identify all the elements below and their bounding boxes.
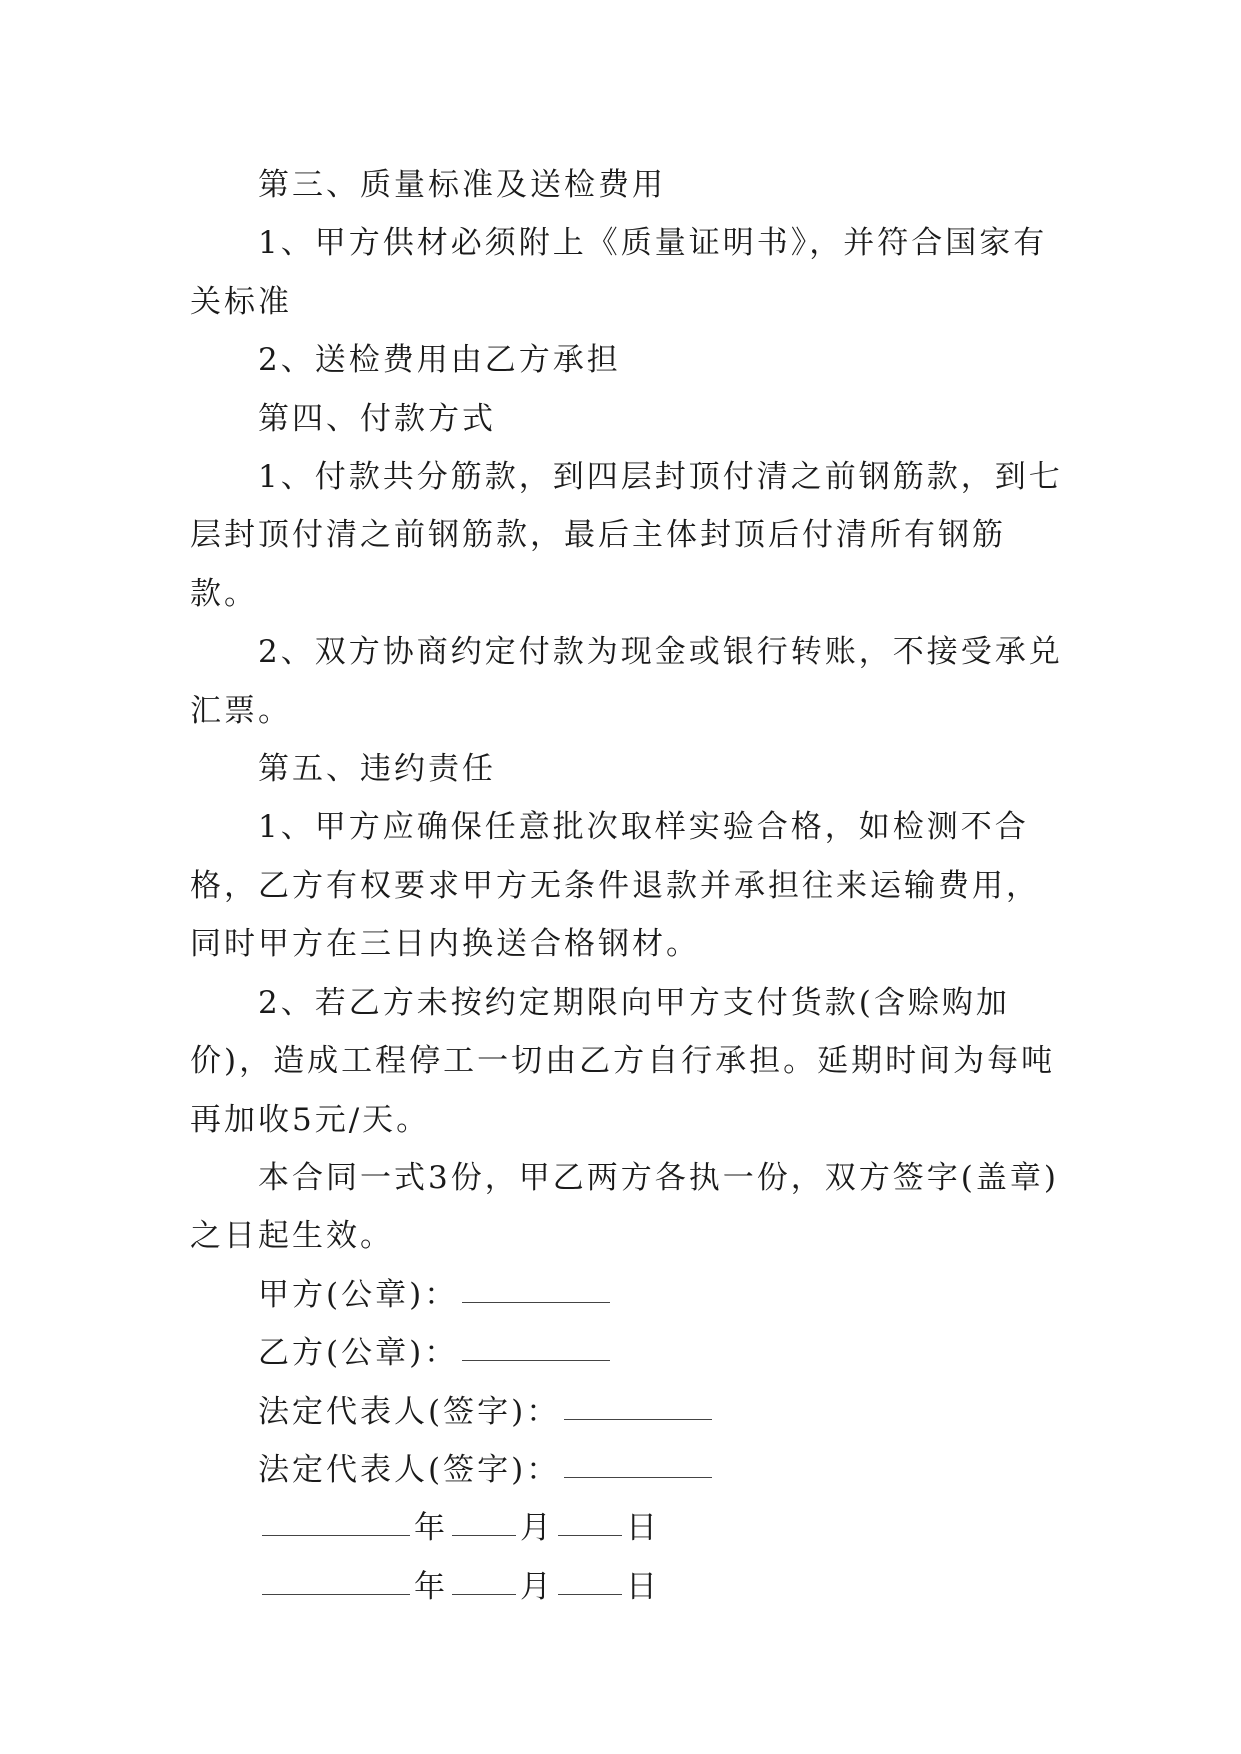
day-label: 日	[626, 1510, 660, 1547]
date-line-2	[190, 1558, 1070, 1616]
year-label: 年	[414, 1510, 448, 1547]
year-blank	[262, 1534, 410, 1536]
signature-blank	[564, 1418, 712, 1420]
month-blank	[452, 1534, 516, 1536]
signature-line-rep-2	[190, 1441, 1070, 1499]
signature-label: 甲方(公章)：	[258, 1276, 459, 1313]
contract-copies-clause: 本合同一式3份，甲乙两方各执一份，双方签字(盖章)之日起生效。	[190, 1159, 1059, 1255]
section-heading-quality: 第三、质量标准及送检费用	[258, 167, 666, 203]
date-line-1	[190, 1499, 1070, 1557]
signature-blank	[564, 1476, 712, 1478]
month-label: 月	[520, 1510, 554, 1547]
document-body	[190, 156, 1070, 1616]
year-label: 年	[414, 1568, 448, 1605]
section-heading-liability: 第五、违约责任	[258, 751, 496, 788]
signature-line-party-b	[190, 1324, 1070, 1382]
month-label: 月	[520, 1568, 554, 1605]
day-blank	[558, 1593, 622, 1595]
clause-quality-2: 2、送检费用由乙方承担	[258, 342, 621, 379]
clause-payment-1: 1、付款共分筋款，到四层封顶付清之前钢筋款，到七层封顶付清之前钢筋款，最后主体封顶后付清所有钢筋款。	[190, 459, 1063, 612]
section-heading-payment: 第四、付款方式	[258, 400, 496, 437]
clause-liability-2: 2、若乙方未按约定期限向甲方支付货款(含赊购加价)，造成工程停工一切由乙方自行承担。延期时间为每吨再加收5元/天。	[190, 984, 1056, 1138]
month-blank	[452, 1593, 516, 1595]
signature-blank	[462, 1301, 610, 1303]
signature-label: 乙方(公章)：	[258, 1335, 459, 1372]
clause-quality-1: 1、甲方供材必须附上《质量证明书》，并符合国家有关标准	[190, 225, 1048, 320]
signature-label: 法定代表人(签字)：	[258, 1451, 561, 1488]
signature-line-rep-1	[190, 1383, 1070, 1441]
day-blank	[558, 1534, 622, 1536]
day-label: 日	[626, 1568, 660, 1605]
clause-payment-2: 2、双方协商约定付款为现金或银行转账，不接受承兑汇票。	[190, 634, 1063, 729]
signature-label: 法定代表人(签字)：	[258, 1393, 561, 1430]
signature-blank	[462, 1359, 610, 1361]
year-blank	[262, 1593, 410, 1595]
clause-liability-1: 1、甲方应确保任意批次取样实验合格，如检测不合格，乙方有权要求甲方无条件退款并承担往来运输费用，同时甲方在三日内换送合格钢材。	[190, 809, 1040, 963]
signature-line-party-a	[190, 1266, 1070, 1324]
